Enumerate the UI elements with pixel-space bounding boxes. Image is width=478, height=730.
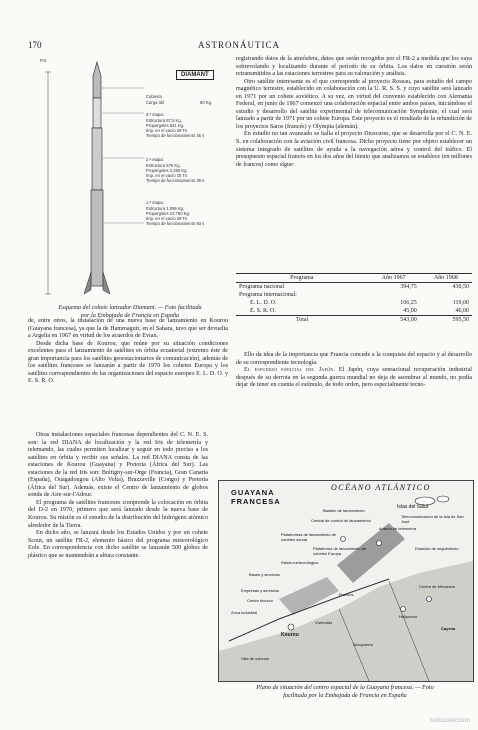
left-column-top — [28, 318, 228, 386]
right-column-middle — [236, 352, 472, 390]
table-row-total — [236, 316, 472, 325]
paragraph: registrando datos de la atmósfera, datos que serán recogidos por el FR-2 a medida que los vaya sobrevolando y localizando durante el período de su órbita. Los datos en cuestión serán retransmitidos a las estaciones terrestres para su valoración y análisis. — [236, 56, 472, 78]
paragraph: En dicho año, se lanzará desde los Estados Unidos y por un cohete Scout, un satélite FR-2, elemento básico del programa meteorológico Eole. En correspondencia con dicho satélite se lanzarán 500 globos de plástico que se mantendrán a altura constante. — [28, 530, 208, 559]
table-cell: 430,50 — [452, 284, 469, 290]
paragraph: de, entre otros, la instalación de una nueva base de lanzamiento en Kourou (Guayana francesa), ya que la de Hammaguir, en el Sahara, tuvo que ser devuelta a Argelia en 1967 en virtud de los acuerdos de Evian. — [28, 318, 228, 340]
table-cell: 394,75 — [400, 284, 417, 290]
budget-header-row — [236, 274, 472, 283]
stage1-line: Tiempo de funcionamiento 93 s — [146, 221, 205, 226]
section-heading: El esfuerzo espacial del Japón. — [244, 367, 336, 374]
right-column-top — [236, 56, 472, 169]
table-cell: 45,00 — [403, 308, 417, 314]
stage2-title: 2.ª etapa: — [146, 157, 164, 162]
stage1-line: Propergoles 12.750 Kg. — [146, 211, 190, 216]
paragraph: El Japón, cuya sensacional recuperación industrial después de su derrota en la segunda guerra mundial no deja de asombrar al mundo, no podía dejar de tener en cuenta el estímulo, de todo orden, pero especialmente tecno- — [236, 367, 472, 389]
diamant-badge: DIAMANT — [176, 70, 214, 80]
rocket-caption-line: por la Embajada de Francia en España — [80, 311, 180, 319]
map-note: Bases y servicios — [249, 572, 280, 577]
table-cell: Programa nacional — [239, 284, 285, 290]
map-note: Empresas y servicios — [241, 588, 279, 593]
table-cell: 543,00 — [368, 316, 420, 325]
rocket-caption — [30, 304, 230, 319]
table-row — [236, 307, 472, 316]
table-row — [236, 283, 472, 292]
stage3-line: Imp. en el vacío 29 Tn — [146, 128, 188, 133]
stage2-line: Propergoles 2.260 Kg. — [146, 168, 188, 173]
table-cell: E. L. D. O. — [250, 300, 277, 306]
budget-table — [236, 273, 472, 324]
budget-header: Programa — [236, 274, 368, 283]
map-note: Villa de colonos — [241, 656, 269, 661]
left-column-narrow — [28, 432, 208, 560]
map-ocean-label: OCÉANO ATLÁNTICO — [331, 483, 431, 492]
table-cell — [368, 291, 420, 299]
fairing-shape — [93, 62, 101, 98]
map-note: Telecomunicación de la Isla de San José — [401, 514, 464, 524]
table-cell — [420, 291, 472, 299]
table-row — [236, 291, 472, 299]
spec-cover: Cubierta — [146, 94, 162, 99]
stage3-line: Estructura 87,5 Kg. — [146, 118, 182, 123]
first-stage-shape — [91, 190, 103, 286]
map-note: Centro de Mecánica — [419, 584, 455, 589]
stage1-title: 1.ª etapa: — [146, 200, 164, 205]
map-title-francesa: FRANCESA — [231, 497, 281, 506]
table-cell: 106,25 — [400, 300, 417, 306]
stage3-title: 3.ª etapa: — [146, 112, 164, 117]
table-cell: Programa internacional: — [239, 292, 297, 298]
map-note: Zona industrial — [231, 610, 258, 615]
map-caption-line: facilitada por la Embajada de Francia en España — [283, 691, 407, 699]
budget-header: Año 1967 — [368, 274, 420, 283]
spec-payload-value: 50 Kg. — [200, 100, 213, 105]
paragraph: Ello da idea de la importancia que Francia concede a la conquista del espacio y al desarrollo de su correspondiente tecnología. — [236, 352, 472, 366]
kourou-marker-icon — [288, 624, 294, 630]
rocket-caption-line: Esquema del cohete lanzador Diamant. — Foto facilitada — [58, 304, 202, 311]
rocket-top-label: P.S — [40, 58, 47, 63]
table-cell: 119,00 — [452, 300, 469, 306]
table-cell: 46,00 — [455, 308, 469, 314]
spec-payload: Carga útil — [146, 100, 164, 105]
table-row — [236, 299, 472, 307]
stage2-line: Imp. en el vacío 15 Tn — [146, 173, 188, 178]
table-cell: Total — [236, 316, 368, 325]
map-note: Viviendas — [315, 620, 333, 625]
paragraph: Desde dicha base de Kourou, que reúne por su situación condiciones excelentes para el lanzamiento de satélites en órbita ecuatorial (extremo éste de gran importancia para los satélites geoestacionarios de comunicación), además de los satélites franceses se lanzarán a partir de 1970 los cohetes Europa y los satélites correspondientes de las organizaciones del espacio europeo E. L. D. O. y E. S. R. O. — [28, 340, 228, 385]
map-note: Radar-meteorológico — [281, 560, 319, 565]
table-cell: 595,50 — [420, 316, 472, 325]
map-caption-line: Plano de situación del centro espacial de la Guayana francesa. — Foto — [256, 684, 434, 691]
paragraph: Otras instalaciones espaciales francesas dependientes del C. N. E. S. son: la red DIANA de localización y la red Iris de telemetría y telemando, las cuales permiten localizar y seguir en todo preciso a los satélites en órbita y recibir sus señales. La red DIANA consta de las estaciones de Kourou (Guayana) y Pretoria (África del Sur). Las estaciones de la red Iris son: Brétigny-sur-Orge (Francia), Gran Canaria (España), Ouagadougou (Alto Volta), Brazzaville (Congo) y Pretoria (África del Sur). Además, existe el Centro de lanzamiento de globos sonda de Aire-sur-l'Adour. — [28, 432, 208, 499]
stage3-line: Propergoles 641 Kg. — [146, 123, 185, 128]
rocket-diagram — [40, 58, 226, 300]
map-caption — [218, 684, 472, 699]
stage2-line: Tiempo de funcionamiento 39 s — [146, 178, 205, 183]
map-note: Plataforma de lanzamiento de cohetes Europa — [313, 546, 367, 556]
running-title: ASTRONÁUTICA — [197, 40, 280, 50]
watermark: todocoleccion — [430, 717, 470, 724]
budget-header: Año 1968 — [420, 274, 472, 283]
third-stage-shape — [93, 98, 101, 128]
paragraph: En estudio no tan avanzado se halla el proyecto Dioscures, que se desarrolla por el C. N. E. S. en colaboración con la aviación civil francesa. Dicho proyecto tiene por objeto establecer un sistema integrado de satélites de ayuda a la navegación aérea y control del tráfico. El presupuesto espacial francés en los dos años del bienio que analizamos se establece (en millones de francos) como sigue: — [236, 131, 472, 168]
kourou-map — [218, 480, 474, 682]
map-note: Plataformas de lanzamiento de cohetes sonda — [281, 532, 337, 542]
paragraph: El programa de satélites franceses comprende la colocación en órbita del D-2 en 1970, primero que será lanzado desde la nueva base de Kourou. Su misión es el estudio de la distribución del hidrógeno atómico alrededor de la Tierra. — [28, 499, 208, 529]
map-kourou-label: Kourou — [281, 632, 299, 638]
second-stage-shape — [92, 128, 102, 190]
paragraph: Otro satélite interesante es el que corresponde al proyecto Roseau, para estudio del campo magnético terrestre, establecido en colaboración con la U. R. S. S. y cuyo satélite será lanzado en 1971 por un cohete soviético. A su vez, en virtud del convenio establecido con Alemania Federal, en junio de 1967 comenzó una colaboración espacial entre ambos países, iniciándose el estudio y desarrollo del satélite experimental de telecomunicación Symphonie, el cual será lanzado a partir de 1971 por un cohete Europa. Este proyecto es el resultado de la refundición de los proyectos Saros (francés) y Olympia (alemán). — [236, 78, 472, 130]
stage1-line: Estructura 1.095 Kg. — [146, 206, 185, 211]
page-number: 170 — [28, 40, 42, 50]
stage2-line: Estructura 675 Kg. — [146, 163, 181, 168]
map-note: Antena de telemetría — [379, 526, 417, 531]
map-note: Centro técnico — [247, 598, 273, 603]
page-header — [28, 40, 450, 52]
map-note: Estación de seguimiento — [415, 546, 459, 551]
map-islands-label: Islas del Salut — [397, 504, 429, 510]
map-note: Aeropuerto — [353, 642, 373, 647]
map-note: Helipuerto — [399, 614, 418, 619]
stage3-line: Tiempo de funcionamiento 45 s — [146, 133, 205, 138]
table-cell: E. S. R. O. — [250, 308, 276, 314]
map-note: Cayena — [441, 626, 456, 631]
map-note: Pueblos — [339, 592, 354, 597]
map-note: Central de control de lanzamiento — [311, 518, 371, 523]
stage1-line: Imp. en el vacío 29 Tn — [146, 216, 188, 221]
map-title-guayana: GUAYANA — [231, 488, 275, 497]
map-note: Bastión de lanzamiento — [323, 508, 365, 513]
